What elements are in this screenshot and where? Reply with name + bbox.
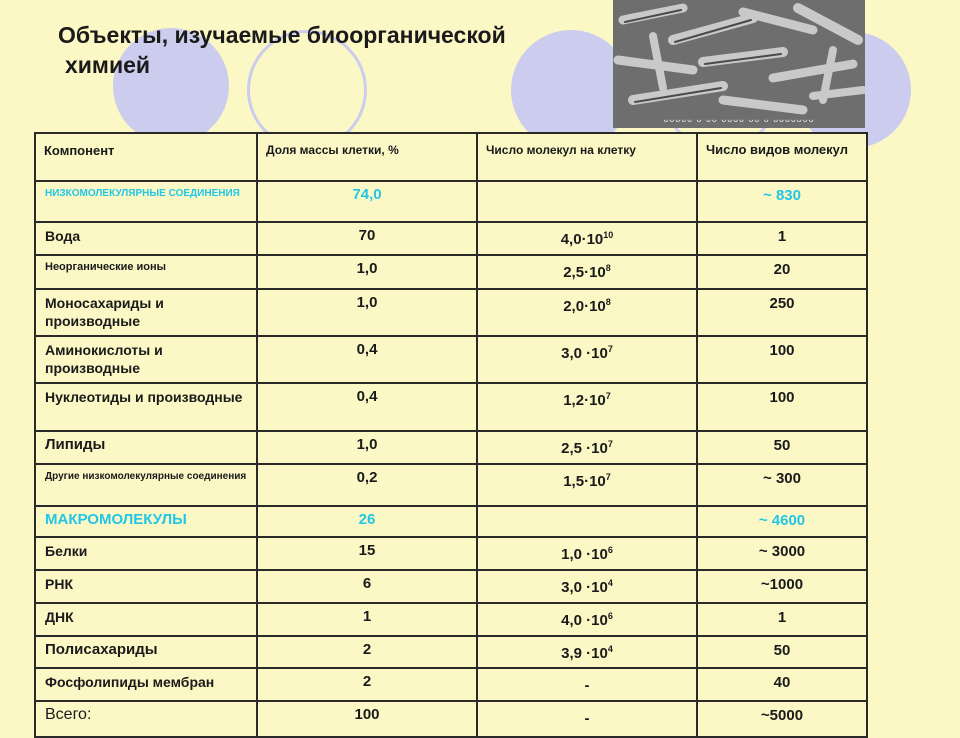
cell-types: ~ 300 xyxy=(697,464,867,506)
count-exponent: 7 xyxy=(605,391,611,401)
table-row xyxy=(35,506,867,537)
cell-types: 50 xyxy=(697,636,867,668)
count-base: 3,9 ·10 xyxy=(561,645,608,662)
cell-component: Другие низкомолекулярные соединения xyxy=(35,464,257,506)
table-header-row xyxy=(35,133,867,181)
count-base: 3,0 ·10 xyxy=(561,579,608,596)
composition-table xyxy=(34,132,868,738)
count-exponent: 7 xyxy=(607,344,613,354)
cell-types: ~ 830 xyxy=(697,181,867,222)
table-row xyxy=(35,701,867,737)
cell-component: НИЗКОМОЛЕКУЛЯРНЫЕ СОЕДИНЕНИЯ xyxy=(35,181,257,222)
count-exponent: 4 xyxy=(607,578,613,588)
cell-component: Фосфолипиды мембран xyxy=(35,668,257,701)
cell-types: 50 xyxy=(697,431,867,464)
cell-count xyxy=(477,289,697,336)
cell-component: Аминокислоты и производные xyxy=(35,336,257,383)
count-exponent: 8 xyxy=(605,263,611,273)
cell-component: Всего: xyxy=(35,701,257,737)
count-base: 3,0 ·10 xyxy=(561,345,608,362)
cell-types: 1 xyxy=(697,222,867,255)
cell-component: Полисахариды xyxy=(35,636,257,668)
cell-mass: 70 xyxy=(257,222,477,255)
count-base: 4,0 ·10 xyxy=(561,612,608,629)
bacteria-micrograph-image xyxy=(613,0,865,128)
cell-count xyxy=(477,701,697,737)
header-count: Число молекул на клетку xyxy=(477,133,697,181)
cell-component: Белки xyxy=(35,537,257,570)
table-row xyxy=(35,181,867,222)
cell-mass: 2 xyxy=(257,636,477,668)
cell-types: 20 xyxy=(697,255,867,289)
table-row xyxy=(35,336,867,383)
cell-count xyxy=(477,668,697,701)
cell-mass: 0,2 xyxy=(257,464,477,506)
cell-mass: 2 xyxy=(257,668,477,701)
cell-mass: 1,0 xyxy=(257,431,477,464)
cell-types: 40 xyxy=(697,668,867,701)
cell-types: ~ 3000 xyxy=(697,537,867,570)
count-exponent: 7 xyxy=(605,472,611,482)
table-row xyxy=(35,289,867,336)
table-row xyxy=(35,222,867,255)
cell-count xyxy=(477,181,697,222)
count-exponent: 4 xyxy=(607,644,613,654)
cell-mass: 1,0 xyxy=(257,289,477,336)
cell-types: ~1000 xyxy=(697,570,867,603)
cell-mass: 100 xyxy=(257,701,477,737)
cell-count xyxy=(477,222,697,255)
count-base: 2,5 ·10 xyxy=(561,440,608,457)
cell-count xyxy=(477,336,697,383)
cell-count xyxy=(477,570,697,603)
count-base: 1,0 ·10 xyxy=(561,546,608,563)
cell-mass: 15 xyxy=(257,537,477,570)
title-line-1: Объекты, изучаемые биоорганической xyxy=(58,22,506,48)
cell-component: РНК xyxy=(35,570,257,603)
count-base: 1,2·10 xyxy=(563,392,606,409)
table-row xyxy=(35,603,867,636)
cell-component: МАКРОМОЛЕКУЛЫ xyxy=(35,506,257,537)
table-row xyxy=(35,537,867,570)
cell-types: ~5000 xyxy=(697,701,867,737)
cell-count xyxy=(477,431,697,464)
cell-types: ~ 4600 xyxy=(697,506,867,537)
cell-count xyxy=(477,636,697,668)
cell-component: Моносахариды и производные xyxy=(35,289,257,336)
cell-mass: 0,4 xyxy=(257,383,477,431)
cell-component: Нуклеотиды и производные xyxy=(35,383,257,431)
cell-mass: 0,4 xyxy=(257,336,477,383)
cell-types: 1 xyxy=(697,603,867,636)
cell-types: 100 xyxy=(697,383,867,431)
table-row xyxy=(35,668,867,701)
table-row xyxy=(35,383,867,431)
cell-count xyxy=(477,464,697,506)
cell-mass: 74,0 xyxy=(257,181,477,222)
cell-mass: 26 xyxy=(257,506,477,537)
cell-count xyxy=(477,603,697,636)
table-row xyxy=(35,570,867,603)
cell-component: Липиды xyxy=(35,431,257,464)
cell-count xyxy=(477,537,697,570)
slide-title xyxy=(58,20,598,80)
header-types: Число видов молекул xyxy=(697,133,867,181)
micrograph-caption: ᴗᴗᴗᴗᴗ ᴗ ᴗᴗ ᴗᴗᴗᴗ ᴗᴗ ᴗ ᴗᴗᴗᴗᴗᴗᴗ xyxy=(663,115,815,124)
count-exponent: 6 xyxy=(607,545,613,555)
cell-types: 100 xyxy=(697,336,867,383)
title-line-2: химией xyxy=(65,52,151,78)
cell-mass: 1 xyxy=(257,603,477,636)
count-exponent: 10 xyxy=(603,230,614,240)
count-base: 2,5·10 xyxy=(563,264,606,281)
count-base: 1,5·10 xyxy=(563,473,606,490)
count-exponent: 7 xyxy=(607,439,613,449)
cell-component: Вода xyxy=(35,222,257,255)
header-component: Компонент xyxy=(35,133,257,181)
count-base: - xyxy=(584,710,590,727)
cell-mass: 1,0 xyxy=(257,255,477,289)
table-row xyxy=(35,255,867,289)
count-exponent: 8 xyxy=(605,297,611,307)
cell-mass: 6 xyxy=(257,570,477,603)
cell-component: ДНК xyxy=(35,603,257,636)
cell-count xyxy=(477,383,697,431)
count-base: - xyxy=(584,677,590,694)
table-row xyxy=(35,636,867,668)
cell-count xyxy=(477,506,697,537)
count-exponent: 6 xyxy=(607,611,613,621)
count-base: 4,0·10 xyxy=(560,231,604,248)
table-row xyxy=(35,464,867,506)
count-base: 2,0·10 xyxy=(563,298,606,315)
cell-count xyxy=(477,255,697,289)
header-mass: Доля массы клетки, % xyxy=(257,133,477,181)
cell-component: Неорганические ионы xyxy=(35,255,257,289)
table-row xyxy=(35,431,867,464)
cell-types: 250 xyxy=(697,289,867,336)
